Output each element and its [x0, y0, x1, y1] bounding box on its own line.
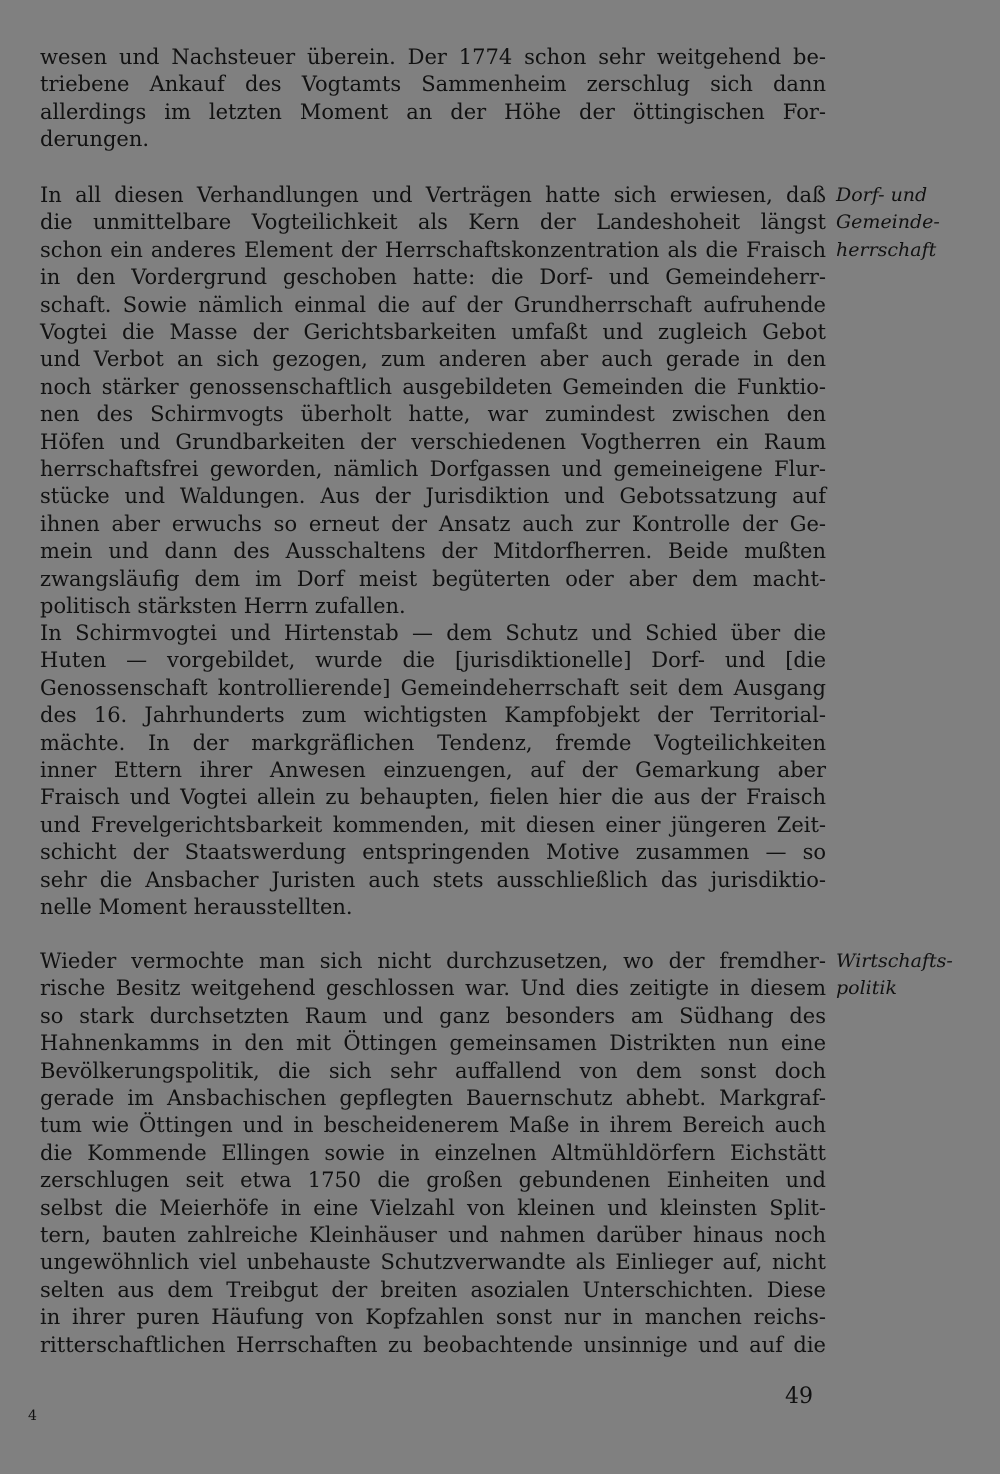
- text-line: und Verbot an sich gezogen, zum anderen aber auch gerade in den: [40, 347, 826, 372]
- text-line: mein und dann des Ausschaltens der Mitdorfherren. Beide mußten: [40, 539, 826, 564]
- text-line: nelle Moment herausstellten.: [40, 895, 353, 920]
- margin-note-line: politik: [836, 977, 897, 1000]
- page-number: 49: [785, 1384, 813, 1409]
- text-line: ritterschaftlichen Herrschaften zu beobachtende unsinnige und auf die: [40, 1332, 826, 1357]
- text-line: selten aus dem Treibgut der breiten asozialen Unterschichten. Diese: [40, 1277, 826, 1302]
- text-line: sehr die Ansbacher Juristen auch stets ausschließlich das jurisdiktio-: [40, 867, 826, 892]
- text-line: ihnen aber erwuchs so erneut der Ansatz auch zur Kontrolle der Ge-: [40, 511, 826, 536]
- text-line: ungewöhnlich viel unbehauste Schutzverwandte als Einlieger auf, nicht: [40, 1250, 826, 1275]
- text-line: so stark durchsetzten Raum und ganz besonders am Südhang des: [40, 1003, 826, 1028]
- text-line: In Schirmvogtei und Hirtenstab — dem Schutz und Schied über die: [40, 621, 826, 645]
- text-line: Vogtei die Masse der Gerichtsbarkeiten umfaßt und zugleich Gebot: [40, 320, 826, 345]
- margin-note-line: Gemeinde-: [836, 211, 940, 234]
- signature-mark: 4: [28, 1408, 37, 1424]
- text-line: Hahnenkamms in den mit Öttingen gemeinsamen Distrikten nun eine: [40, 1031, 826, 1056]
- text-line: in den Vordergrund geschoben hatte: die Dorf- und Gemeindeherr-: [40, 265, 826, 290]
- text-line: schon ein anderes Element der Herrschaftskonzentration als die Fraisch: [40, 237, 826, 262]
- text-line: rische Besitz weitgehend geschlossen war. Und dies zeitigte in diesem: [40, 976, 826, 1001]
- text-line: Huten — vorgebildet, wurde die [jurisdiktionelle] Dorf- und [die: [40, 648, 826, 673]
- text-line: noch stärker genossenschaftlich ausgebildeten Gemeinden die Funktio-: [40, 374, 826, 399]
- text-line: politisch stärksten Herrn zufallen.: [40, 594, 406, 619]
- text-line: nen des Schirmvogts überholt hatte, war zumindest zwischen den: [40, 402, 826, 427]
- text-line: Genossenschaft kontrollierende] Gemeindeherrschaft seit dem Ausgang: [40, 675, 826, 700]
- text-line: Fraisch und Vogtei allein zu behaupten, fielen hier die aus der Fraisch: [40, 785, 826, 810]
- body-text: [40, 44, 826, 1374]
- margin-note-wirtschaftspolitik: [836, 948, 953, 1003]
- margin-note-line: Wirtschafts-: [836, 950, 953, 972]
- text-line: allerdings im letzten Moment an der Höhe der öttingischen For-: [40, 99, 826, 124]
- text-line: und Frevelgerichtsbarkeit kommenden, mit diesen einer jüngeren Zeit-: [40, 812, 826, 837]
- paragraph-1: [40, 44, 826, 154]
- text-line: tern, bauten zahlreiche Kleinhäuser und nahmen darüber hinaus noch: [40, 1223, 826, 1248]
- text-line: stücke und Waldungen. Aus der Jurisdiktion und Gebotssatzung auf: [40, 484, 826, 509]
- text-line: Bevölkerungspolitik, die sich sehr auffallend von dem sonst doch: [40, 1058, 826, 1083]
- text-line: Wieder vermochte man sich nicht durchzusetzen, wo der fremdher-: [40, 949, 826, 973]
- text-line: zwangsläufig dem im Dorf meist begüterten oder aber dem macht-: [40, 566, 826, 591]
- text-line: herrschaftsfrei geworden, nämlich Dorfgassen und gemeineigene Flur-: [40, 457, 826, 482]
- margin-note-line: herrschaft: [836, 238, 937, 261]
- text-line: zerschlugen seit etwa 1750 die großen gebundenen Einheiten und: [40, 1168, 826, 1193]
- text-line: wesen und Nachsteuer überein. Der 1774 schon sehr weitgehend be-: [40, 45, 826, 69]
- margin-note-line: Dorf- und: [836, 184, 928, 206]
- text-line: In all diesen Verhandlungen und Verträgen hatte sich erwiesen, daß: [40, 183, 826, 207]
- text-line: selbst die Meierhöfe in eine Vielzahl von kleinen und kleinsten Split-: [40, 1195, 826, 1220]
- text-line: die unmittelbare Vogteilichkeit als Kern der Landeshoheit längst: [40, 210, 826, 235]
- paragraph-3: [40, 620, 826, 921]
- paragraph-4: [40, 948, 826, 1359]
- text-line: triebene Ankauf des Vogtamts Sammenheim zerschlug sich dann: [40, 72, 826, 97]
- text-line: tum wie Öttingen und in bescheidenerem Maße in ihrem Bereich auch: [40, 1113, 826, 1138]
- margin-note-dorf-und-gemeindeherrschaft: [836, 182, 940, 264]
- text-line: in ihrer puren Häufung von Kopfzahlen sonst nur in manchen reichs-: [40, 1305, 826, 1330]
- text-line: schaft. Sowie nämlich einmal die auf der Grundherrschaft aufruhende: [40, 292, 826, 317]
- text-line: Höfen und Grundbarkeiten der verschiedenen Vogtherren ein Raum: [40, 429, 826, 454]
- text-line: gerade im Ansbachischen gepflegten Bauernschutz abhebt. Markgraf-: [40, 1086, 826, 1111]
- paragraph-2: [40, 182, 826, 621]
- text-line: des 16. Jahrhunderts zum wichtigsten Kampfobjekt der Territorial-: [40, 703, 826, 728]
- text-line: derungen.: [40, 127, 150, 152]
- text-line: inner Ettern ihrer Anwesen einzuengen, auf der Gemarkung aber: [40, 758, 826, 783]
- text-line: schicht der Staatswerdung entspringenden Motive zusammen — so: [40, 840, 826, 865]
- text-line: mächte. In der markgräflichen Tendenz, fremde Vogteilichkeiten: [40, 730, 826, 755]
- text-line: die Kommende Ellingen sowie in einzelnen Altmühldörfern Eichstätt: [40, 1140, 826, 1165]
